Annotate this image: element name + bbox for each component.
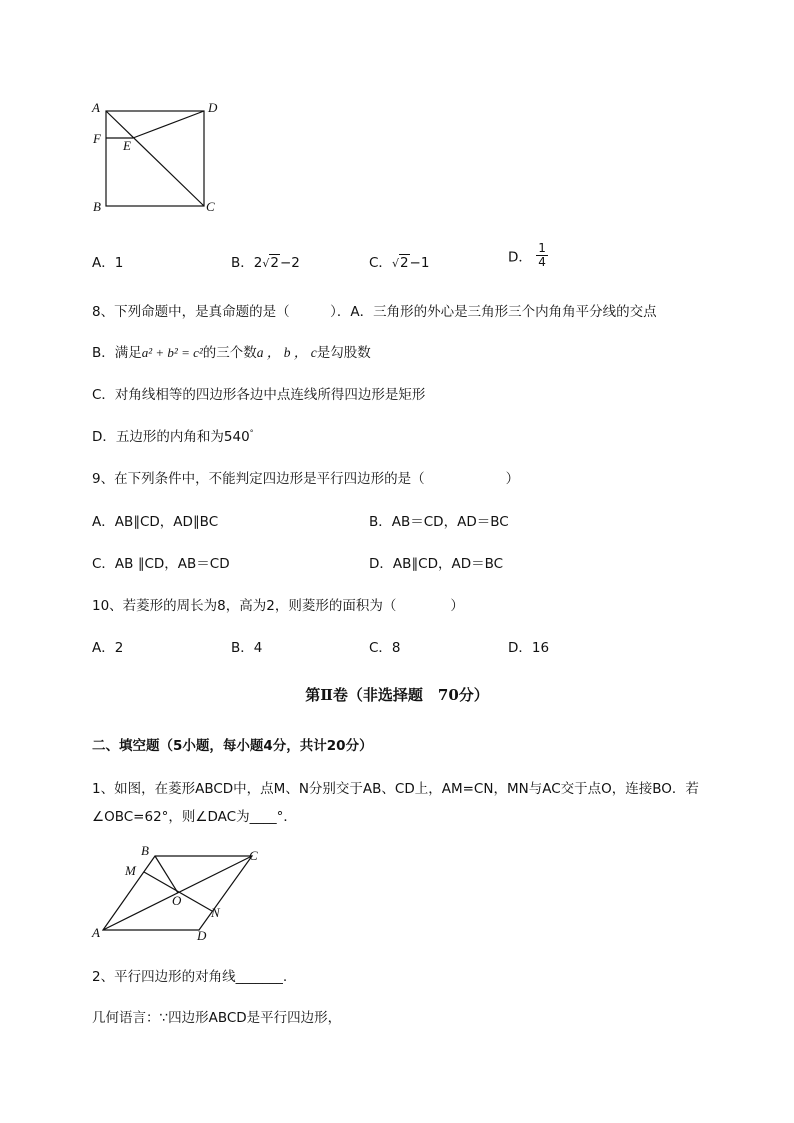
label-f: F bbox=[93, 131, 101, 146]
fill-q2-line2: 几何语言：∵四边形ABCD是平行四边形， bbox=[92, 1010, 342, 1026]
q9-option-c: C．AB ∥CD，AB＝CD bbox=[92, 556, 230, 572]
figure-rhombus bbox=[88, 840, 278, 945]
fraction-numerator: 1 bbox=[538, 241, 546, 255]
fraction-denominator: 4 bbox=[538, 255, 546, 269]
q7-option-c-radicand: 2 bbox=[399, 255, 409, 271]
q8-b-formula: a² + b² = c² bbox=[141, 345, 203, 360]
label-e: E bbox=[123, 138, 131, 153]
q8-d-degree: ° bbox=[249, 428, 254, 438]
label-c: C bbox=[206, 199, 215, 214]
label-a: A bbox=[92, 100, 100, 115]
label-d: D bbox=[197, 928, 207, 943]
label-m: M bbox=[125, 863, 136, 878]
q9-option-d: D．AB∥CD，AD＝BC bbox=[369, 556, 504, 572]
figure-square bbox=[88, 98, 228, 220]
q7-option-b-suffix: −2 bbox=[279, 255, 300, 271]
label-o: O bbox=[172, 893, 182, 908]
fill-q1-line1: 1、如图，在菱形ABCD中，点M、N分别交于AB、CD上，AM=CN，MN与AC交于点O，连接BO．若 bbox=[92, 781, 699, 797]
q8-option-d bbox=[92, 425, 254, 445]
q7-option-c: C．√2−1 bbox=[369, 255, 430, 271]
q8-option-b bbox=[92, 341, 371, 361]
q10-option-c: C．8 bbox=[369, 640, 401, 656]
part2-title: 第Ⅱ卷（非选择题 70分） bbox=[305, 686, 489, 704]
q8-b-prefix: B．满足 bbox=[92, 345, 142, 361]
q7-option-a: A．1 bbox=[92, 255, 124, 271]
label-b: B bbox=[93, 199, 101, 214]
label-a: A bbox=[92, 925, 100, 940]
section2-title: 二、填空题（5小题，每小题4分，共计20分） bbox=[92, 738, 373, 754]
fill-q2-line1: 2、平行四边形的对角线_______. bbox=[92, 969, 288, 985]
q8-stem: 8、下列命题中，是真命题的是（ ）．A．三角形的外心是三角形三个内角角平分线的交点 bbox=[92, 304, 657, 320]
q10-stem: 10、若菱形的周长为8，高为2，则菱形的面积为（ ） bbox=[92, 598, 464, 614]
q8-b-end: 是勾股数 bbox=[316, 345, 371, 361]
segment-bo bbox=[155, 856, 178, 893]
q8-d-prefix: D．五边形的内角和为540 bbox=[92, 429, 250, 445]
q7-option-c-suffix: −1 bbox=[409, 255, 430, 271]
diagonal-ac bbox=[106, 111, 204, 206]
q9-stem: 9、在下列条件中，不能判定四边形是平行四边形的是（ ） bbox=[92, 471, 520, 487]
q7-option-c-prefix: C． bbox=[369, 255, 392, 271]
q8-b-vars: a ， b ， c bbox=[256, 345, 317, 360]
q10-option-b: B．4 bbox=[231, 640, 263, 656]
label-c: C bbox=[249, 848, 258, 863]
q7-option-d bbox=[508, 242, 548, 269]
q9-option-a: A．AB∥CD，AD∥BC bbox=[92, 514, 219, 530]
q8-b-suffix: 的三个数 bbox=[202, 345, 257, 361]
q7-option-b-prefix: B．2 bbox=[231, 255, 263, 271]
q7-option-b: B．2√2−2 bbox=[231, 255, 300, 271]
segment-ed bbox=[133, 111, 204, 138]
q9-option-b: B．AB＝CD，AD＝BC bbox=[369, 514, 509, 530]
fill-q1-line2: ∠OBC=62°，则∠DAC为____°． bbox=[92, 809, 297, 825]
label-d: D bbox=[208, 100, 218, 115]
q10-option-a: A．2 bbox=[92, 640, 124, 656]
q8-option-c: C．对角线相等的四边形各边中点连线所得四边形是矩形 bbox=[92, 387, 426, 403]
label-b: B bbox=[141, 843, 149, 858]
q7-option-d-prefix: D． bbox=[508, 249, 532, 266]
q7-option-d-fraction bbox=[536, 242, 548, 269]
label-n: N bbox=[211, 905, 220, 920]
q10-option-d: D．16 bbox=[508, 640, 550, 656]
q7-option-b-radicand: 2 bbox=[270, 255, 279, 271]
